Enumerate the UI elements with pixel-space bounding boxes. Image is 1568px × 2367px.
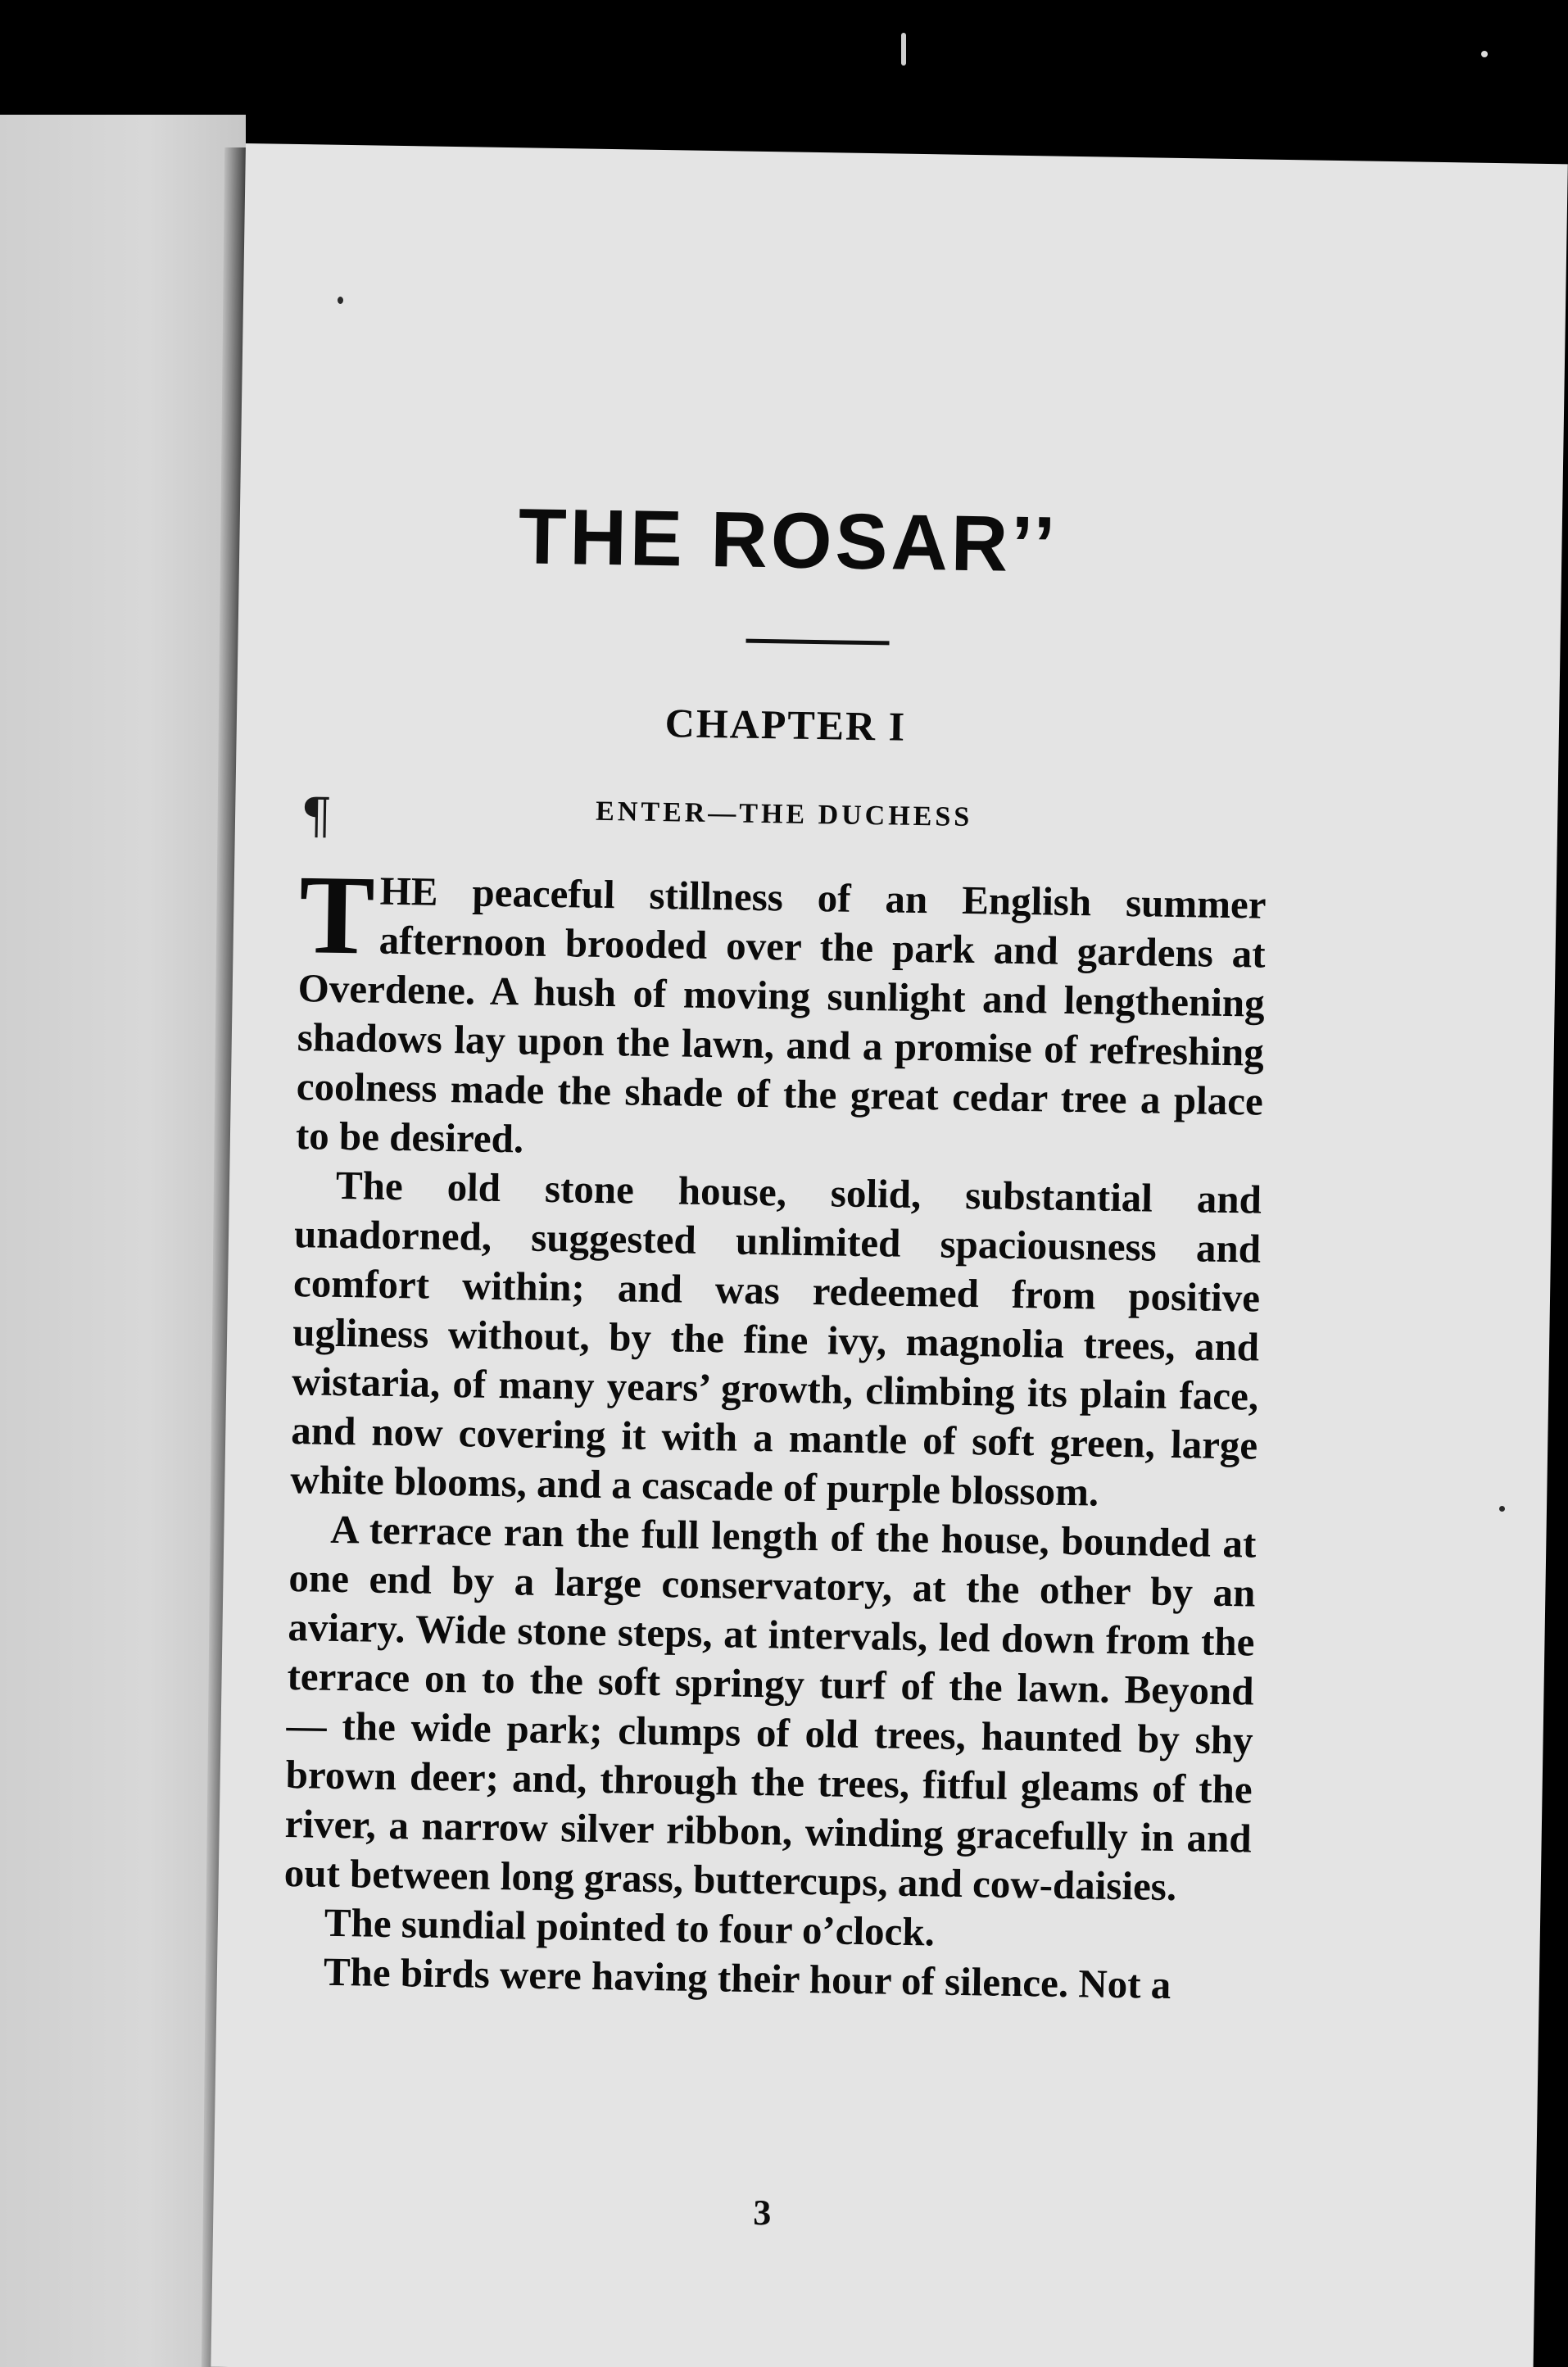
paragraph-1-text: HE peaceful stillness of an English summer afternoon brooded over the park and gardens at Overdene. A hush of moving sunlight and lengthening shadows lay upon the lawn, and a promise of refreshing coolness made the shade of the great cedar tree a place to be desired. [295, 868, 1267, 1162]
pilcrow-margin-mark: ¶ [300, 787, 333, 846]
book-title: THE ROSAR’’ [518, 492, 1059, 589]
paragraph-4: The sundial pointed to four o’clock. [324, 1899, 936, 1955]
paragraph-5: The birds were having their hour of silence. Not a [323, 1948, 1171, 2008]
right-page [211, 143, 1567, 2367]
paragraph-2: The old stone house, solid, substantial and unadorned, suggested unlimited spaciousness and comfort within; and was redeemed from positive ugliness without, by the fine ivy, magnolia trees, and wistaria, of many years’ growth, climbing its plain face, and now covering it with a mantle of soft green, large white blooms, and a cascade of purple blossom. [289, 1162, 1262, 1515]
chapter-heading: CHAPTER I [664, 700, 907, 750]
scan-speck [1481, 51, 1488, 57]
page-number: 3 [753, 2192, 772, 2233]
drop-cap: T [298, 851, 376, 978]
scan-speck [901, 33, 906, 66]
title-rule [745, 639, 889, 646]
chapter-subtitle: ENTER—THE DUCHESS [595, 796, 973, 833]
paragraph-3: A terrace ran the full length of the house, bounded at one end by a large conservatory, at the other by an aviary. Wide stone steps, at intervals, led down from the terrace on to the soft springy turf of the lawn. Beyond — the wide park; clumps of old trees, haunted by shy brown deer; and, through the trees, fitful gleams of the river, a narrow silver ribbon, winding gracefully in and out between long grass, buttercups, and cow-daisies. [283, 1506, 1257, 1910]
body-text [282, 851, 1267, 2011]
paragraph-1 [295, 851, 1267, 1175]
scan-speck [338, 297, 343, 304]
scan-speck [1499, 1506, 1505, 1512]
page-content [283, 144, 1278, 2233]
